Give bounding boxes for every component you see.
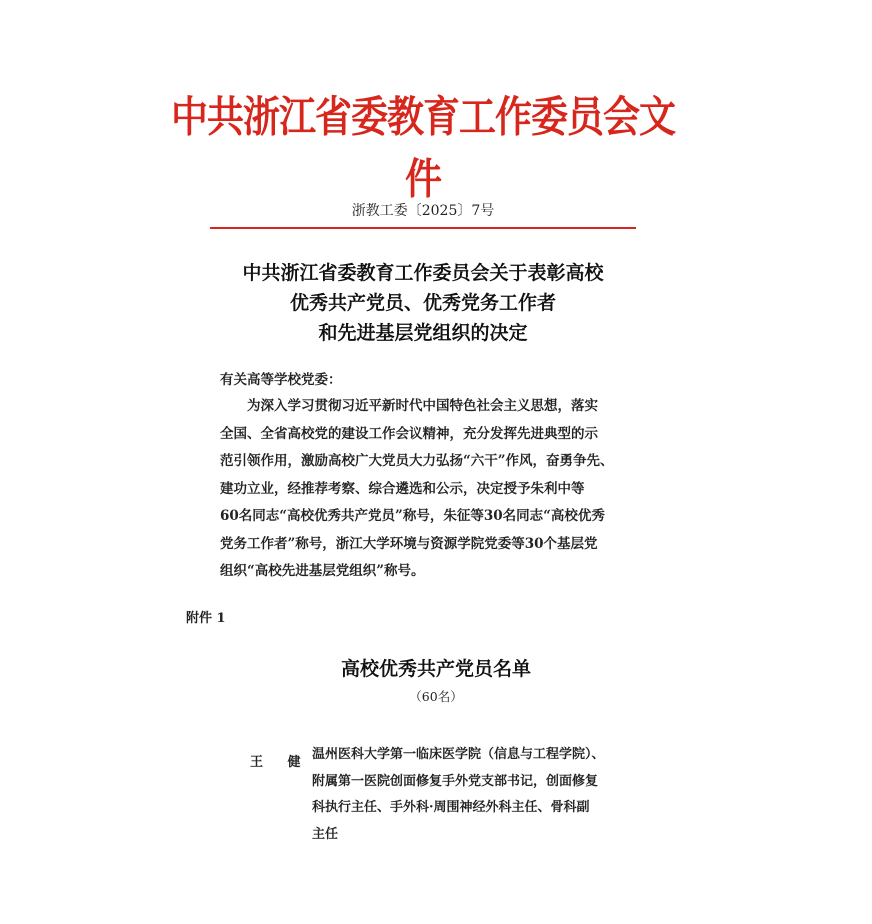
entry-desc-line: 科执行主任、手外科·周围神经外科主任、骨科副	[312, 800, 590, 815]
body-line: 建功立业，经推荐考察、综合遴选和公示，决定授予朱利中等	[220, 480, 585, 497]
title-line: 中共浙江省委教育工作委员会关于表彰高校	[242, 262, 604, 284]
entry-desc-line: 温州医科大学第一临床医学院（信息与工程学院）、	[312, 747, 605, 762]
addressee: 有关高等学校党委：	[220, 372, 342, 388]
document-number: 浙教工委〔2025〕7号	[351, 203, 495, 219]
body-line: 党务工作者”称号，浙江大学环境与资源学院党委等30个基层党	[220, 535, 598, 552]
red-divider	[210, 227, 636, 229]
entry-desc-line: 主任	[312, 826, 339, 842]
document-page	[160, 30, 686, 586]
body-line: 60名同志“高校优秀共产党员”称号，朱征等30名同志“高校优秀	[220, 508, 605, 524]
entry-name: 王 健	[250, 755, 311, 770]
document-title	[160, 258, 686, 348]
document-header-title: 中共浙江省委教育工作委员会文件	[171, 91, 675, 204]
entry-description	[312, 742, 642, 848]
title-line: 优秀共产党员、优秀党务工作者	[289, 292, 556, 314]
body-line: 为深入学习贯彻习近平新时代中国特色社会主义思想，落实	[220, 398, 598, 414]
title-line: 和先进基层党组织的决定	[318, 322, 528, 344]
body-line: 全国、全省高校党的建设工作会议精神，充分发挥先进典型的示	[220, 425, 598, 442]
body-line: 组织“高校先进基层党组织”称号。	[220, 563, 425, 579]
list-count: （60名）	[409, 689, 463, 704]
attachment-label: 附件 1	[186, 611, 226, 626]
body-text	[220, 393, 620, 586]
body-line: 范引领作用，激励高校广大党员大力弘扬“六干”作风，奋勇争先、	[220, 453, 614, 469]
entry-desc-line: 附属第一医院创面修复手外党支部书记，创面修复	[312, 773, 599, 789]
list-title: 高校优秀共产党员名单	[340, 658, 531, 680]
